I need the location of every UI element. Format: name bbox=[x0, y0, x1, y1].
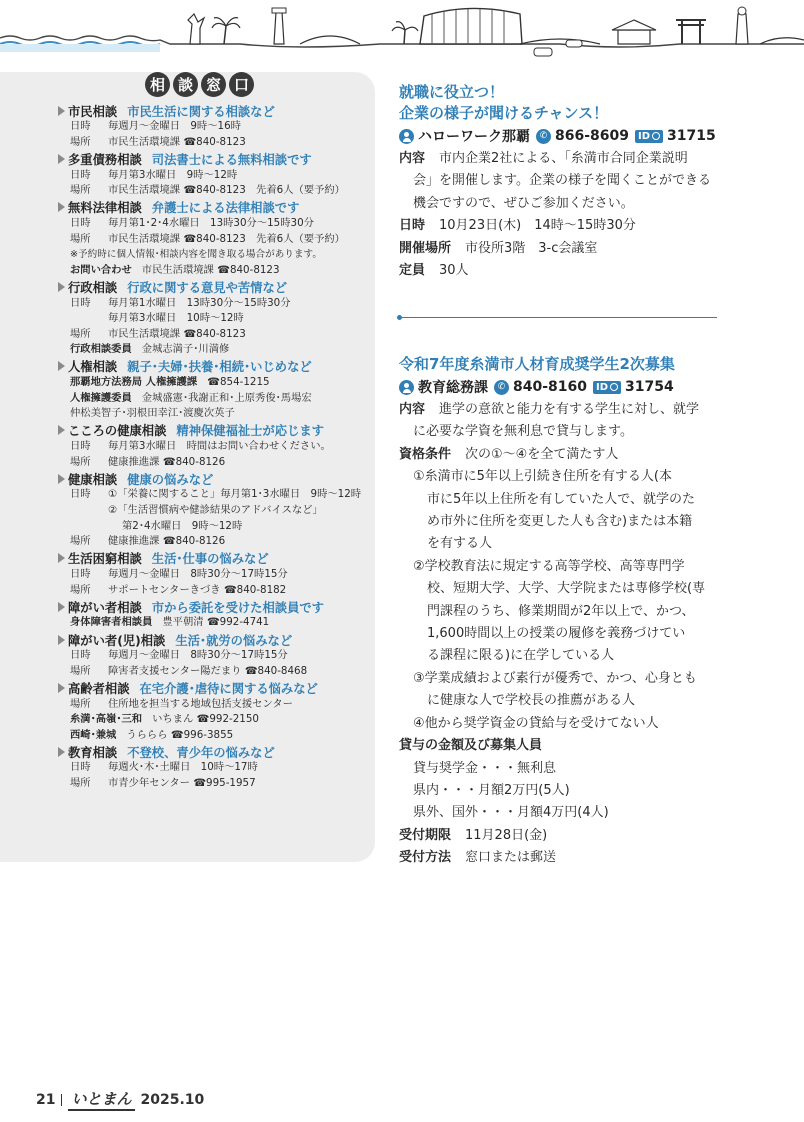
qualification-item-line: 校、短期大学、大学、大学院または専修学校(専 bbox=[427, 581, 706, 597]
info-label: 日時 bbox=[70, 120, 91, 133]
category-description: 在宅介護･虐待に関する悩みなど bbox=[139, 681, 318, 696]
info-label: 場所 bbox=[70, 327, 91, 340]
info-value: 毎週月～金曜日 8時30分～17時15分 bbox=[108, 649, 288, 662]
info-label: 日時 bbox=[70, 296, 91, 309]
info-value: 金城盛憲･我謝正和･上原秀俊･馬場宏 bbox=[141, 391, 312, 404]
loan-line: 県内・・・月額2万円(5人) bbox=[413, 782, 570, 798]
scholarship-phone[interactable]: 840-8160 bbox=[513, 379, 587, 395]
scholarship-title: 令和7年度糸満市人材育成奨学生2次募集 bbox=[399, 355, 675, 373]
info-row bbox=[58, 183, 376, 199]
consultation-title bbox=[145, 72, 254, 97]
info-row bbox=[58, 712, 376, 728]
category-description: 行政に関する意見や苦情など bbox=[127, 280, 288, 295]
arrow-icon bbox=[58, 154, 65, 164]
info-value: 障害者支援センター陽だまり ☎840-8468 bbox=[108, 664, 308, 677]
info-label: 場所 bbox=[70, 455, 91, 468]
category-heading bbox=[58, 679, 376, 696]
header-illustration bbox=[0, 0, 804, 70]
info-continuation: 第2･4水曜日 9時～12時 bbox=[122, 519, 243, 532]
info-value: 市青少年センター ☎995-1957 bbox=[108, 777, 256, 790]
info-row bbox=[58, 455, 376, 471]
info-label: 場所 bbox=[70, 583, 91, 596]
info-row bbox=[58, 119, 376, 135]
category-description: 弁護士による法律相談です bbox=[151, 201, 300, 216]
info-value: 市民生活環境課 ☎840-8123 bbox=[108, 135, 246, 148]
info-value: 市民生活環境課 ☎840-8123 先着6人（要予約） bbox=[108, 184, 345, 197]
category-heading bbox=[58, 102, 376, 119]
info-row bbox=[58, 728, 376, 744]
category-description: 司法書士による無料相談です bbox=[151, 152, 312, 167]
category-description: 親子･夫婦･扶養･相続･いじめなど bbox=[127, 360, 312, 375]
category-heading bbox=[58, 358, 376, 375]
divider-dot bbox=[397, 315, 402, 320]
qualification-item-line: ④他から奨学資金の貸給与を受けてない人 bbox=[413, 715, 659, 731]
arrow-icon bbox=[58, 635, 65, 645]
info-value: うららら ☎996-3855 bbox=[126, 728, 234, 741]
scholarship-office: 教育総務課 bbox=[418, 380, 488, 396]
category-description: 健康の悩みなど bbox=[127, 472, 214, 487]
category-heading bbox=[58, 743, 376, 760]
info-value: ☎854-1215 bbox=[207, 376, 270, 389]
info-label: 日時 bbox=[70, 567, 91, 580]
person-icon bbox=[399, 380, 414, 395]
info-row bbox=[58, 263, 376, 279]
info-row bbox=[58, 615, 376, 631]
info-row bbox=[58, 232, 376, 248]
arrow-icon bbox=[58, 602, 65, 612]
arrow-icon bbox=[58, 683, 65, 693]
consult-category bbox=[58, 150, 376, 198]
phone-icon: ✆ bbox=[494, 380, 509, 395]
arrow-icon bbox=[58, 282, 65, 292]
qualification-item-line: 1,600時間以上の授業の履修を義務づけてい bbox=[427, 626, 686, 642]
qualification-item-line: め市外に住所を変更した人も含む)または本籍 bbox=[427, 514, 693, 530]
arrow-icon bbox=[58, 474, 65, 484]
info-label: 場所 bbox=[70, 777, 91, 790]
job-title-line2: 企業の様子が聞けるチャンス！ bbox=[399, 104, 609, 122]
footer-separator bbox=[61, 1094, 62, 1106]
category-description: 市から委託を受けた相談員です bbox=[151, 600, 324, 615]
info-value: 金城志満子･川満修 bbox=[141, 343, 230, 356]
info-value: 毎週火･木･土曜日 10時～17時 bbox=[108, 761, 258, 774]
job-date: 日時 10月23日(木) 14時～15時30分 bbox=[399, 218, 636, 234]
info-label: 糸満･高嶺･三和 bbox=[70, 713, 143, 726]
info-row bbox=[58, 583, 376, 599]
info-value: 毎月第1･2･4水曜日 13時30分～15時30分 bbox=[108, 216, 314, 229]
category-description: 不登校、青少年の悩みなど bbox=[127, 745, 275, 760]
loan-line: 貸与奨学金・・・無利息 bbox=[413, 760, 557, 776]
consult-category bbox=[58, 358, 376, 422]
info-value: 市民生活環境課 ☎840-8123 bbox=[108, 327, 246, 340]
method: 受付方法 窓口または郵送 bbox=[399, 850, 557, 866]
info-continuation: ②「生活習慣病や健診結果のアドバイスなど」 bbox=[108, 504, 323, 516]
page-footer bbox=[36, 1088, 204, 1111]
info-row bbox=[58, 327, 376, 343]
loan-line: 県外、国外・・・月額4万円(4人) bbox=[413, 805, 609, 821]
info-row bbox=[58, 216, 376, 232]
category-heading bbox=[58, 550, 376, 567]
consult-category bbox=[58, 631, 376, 679]
info-label: お問い合わせ bbox=[70, 263, 132, 276]
loan-heading: 貸与の金額及び募集人員 bbox=[399, 738, 543, 754]
category-name: 障がい者(児)相談 bbox=[68, 633, 166, 648]
person-icon bbox=[399, 129, 414, 144]
info-value: 豊平朝清 ☎992-4741 bbox=[162, 616, 270, 629]
job-contact bbox=[399, 124, 719, 148]
qualification-item-line: に健康な人で学校長の推薦がある人 bbox=[427, 693, 636, 709]
info-label: 行政相談委員 bbox=[70, 343, 132, 356]
info-label: 日時 bbox=[70, 488, 91, 501]
job-title-line1: 就職に役立つ！ bbox=[399, 83, 505, 101]
arrow-icon bbox=[58, 106, 65, 116]
info-row bbox=[58, 439, 376, 455]
info-value: 毎週月～金曜日 9時～16時 bbox=[108, 120, 241, 133]
info-value: ①「栄養に関すること」毎月第1･3水曜日 9時～12時 bbox=[108, 488, 362, 501]
category-heading bbox=[58, 199, 376, 216]
info-label: 場所 bbox=[70, 535, 91, 548]
category-name: こころの健康相談 bbox=[68, 424, 167, 439]
qualification-item-line: を有する人 bbox=[427, 536, 493, 552]
phone-icon: ✆ bbox=[536, 129, 551, 144]
scholarship-contact bbox=[399, 375, 719, 399]
category-name: 人権相談 bbox=[68, 360, 118, 375]
info-label: 日時 bbox=[70, 649, 91, 662]
category-description: 精神保健福祉士が応じます bbox=[176, 424, 324, 439]
consult-category bbox=[58, 278, 376, 358]
category-heading bbox=[58, 278, 376, 295]
arrow-icon bbox=[58, 553, 65, 563]
info-value: 健康推進課 ☎840-8126 bbox=[108, 455, 226, 468]
info-row bbox=[58, 168, 376, 184]
arrow-icon bbox=[58, 747, 65, 757]
category-heading bbox=[58, 470, 376, 487]
info-row bbox=[58, 534, 376, 550]
consult-category bbox=[58, 470, 376, 550]
info-row bbox=[58, 296, 376, 312]
qualification-item-line: ①糸満市に5年以上引続き住所を有する人(本 bbox=[413, 469, 672, 485]
info-label: 場所 bbox=[70, 135, 91, 148]
category-description: 市民生活に関する相談など bbox=[127, 104, 275, 119]
info-row bbox=[58, 342, 376, 358]
info-label: 場所 bbox=[70, 664, 91, 677]
qualification-item-line: 門課程のうち、修業期間が2年以上で、かつ、 bbox=[427, 603, 695, 619]
job-event-section bbox=[399, 82, 719, 282]
magazine-logo: いとまん bbox=[68, 1088, 134, 1111]
magnifier-icon bbox=[610, 383, 618, 391]
deadline: 受付期限 11月28日(金) bbox=[399, 827, 548, 843]
category-name: 生活困窮相談 bbox=[68, 552, 142, 567]
consult-category bbox=[58, 598, 376, 631]
qualification-item-line: 市に5年以上住所を有していた人で、就学のた bbox=[427, 491, 696, 507]
id-search-badge: ID bbox=[593, 381, 621, 394]
info-value: 健康推進課 ☎840-8126 bbox=[108, 535, 226, 548]
job-content: 内容 市内企業2社による、「糸満市合同企業説明 会」を開催します。企業の様子を聞くことができる 機会ですので、ぜひご参加ください。 bbox=[399, 151, 711, 211]
info-row bbox=[58, 664, 376, 680]
info-row bbox=[58, 375, 376, 391]
scholarship-content: 内容 進学の意欲と能力を有する学生に対し、就学 に必要な学資を無利息で貸与します。 bbox=[399, 402, 700, 440]
title-char: 口 bbox=[229, 72, 254, 97]
info-value: 市民生活環境課 ☎840-8123 先着6人（要予約） bbox=[108, 232, 345, 245]
info-row bbox=[58, 567, 376, 583]
info-row bbox=[58, 135, 376, 151]
info-row bbox=[58, 487, 376, 503]
category-name: 市民相談 bbox=[68, 104, 118, 119]
category-note: ※予約時に個人情報･相談内容を聞き取る場合があります。 bbox=[70, 249, 322, 261]
info-row bbox=[58, 760, 376, 776]
info-row bbox=[58, 776, 376, 792]
issue-date: 2025.10 bbox=[140, 1091, 205, 1108]
info-row bbox=[58, 697, 376, 713]
info-value: 毎週月～金曜日 8時30分～17時15分 bbox=[108, 567, 288, 580]
info-value: サポートセンターきづき ☎840-8182 bbox=[108, 583, 287, 596]
category-name: 多重債務相談 bbox=[68, 152, 142, 167]
info-label: 場所 bbox=[70, 697, 91, 710]
info-value: 市民生活環境課 ☎840-8123 bbox=[141, 263, 280, 276]
arrow-icon bbox=[58, 361, 65, 371]
qualification-item-line: る課程に限る)に在学している人 bbox=[427, 648, 615, 664]
consult-category bbox=[58, 102, 376, 150]
scholarship-id: 31754 bbox=[625, 379, 674, 395]
title-char: 窓 bbox=[201, 72, 226, 97]
magnifier-icon bbox=[652, 132, 660, 140]
title-char: 談 bbox=[173, 72, 198, 97]
consult-category bbox=[58, 422, 376, 470]
category-name: 障がい者相談 bbox=[68, 600, 142, 615]
info-value: いちまん ☎992-2150 bbox=[152, 713, 259, 726]
info-value: 毎月第3水曜日 時間はお問い合わせください。 bbox=[108, 440, 331, 453]
info-label: 人権擁護委員 bbox=[70, 391, 132, 404]
consult-category bbox=[58, 743, 376, 791]
category-heading bbox=[58, 598, 376, 615]
category-name: 高齢者相談 bbox=[68, 681, 130, 696]
category-heading bbox=[58, 631, 376, 648]
qualification: 資格条件 次の①～④を全て満たす人 bbox=[399, 446, 619, 462]
arrow-icon bbox=[58, 425, 65, 435]
consultation-list bbox=[58, 102, 376, 792]
title-char: 相 bbox=[145, 72, 170, 97]
info-row bbox=[58, 311, 376, 327]
info-value: 毎月第3水曜日 9時～12時 bbox=[108, 168, 238, 181]
section-divider bbox=[399, 317, 717, 318]
info-row bbox=[58, 648, 376, 664]
info-row bbox=[58, 391, 376, 407]
info-value: 毎月第1水曜日 13時30分～15時30分 bbox=[108, 296, 291, 309]
category-name: 行政相談 bbox=[68, 280, 118, 295]
info-value: 毎月第3水曜日 10時～12時 bbox=[108, 312, 244, 325]
info-label: 日時 bbox=[70, 216, 91, 229]
job-id: 31715 bbox=[667, 128, 716, 144]
qualification-items bbox=[399, 466, 719, 735]
id-search-badge: ID bbox=[635, 130, 663, 143]
category-description: 生活･就労の悩みなど bbox=[175, 633, 293, 648]
info-label: 場所 bbox=[70, 232, 91, 245]
arrow-icon bbox=[58, 202, 65, 212]
consult-category bbox=[58, 679, 376, 743]
info-label bbox=[70, 311, 108, 327]
category-name: 教育相談 bbox=[68, 745, 118, 760]
info-label: 那覇地方法務局 人権擁護課 bbox=[70, 376, 198, 389]
info-label: 日時 bbox=[70, 761, 91, 774]
consult-category bbox=[58, 199, 376, 279]
category-name: 無料法律相談 bbox=[68, 201, 142, 216]
qualification-item-line: ③学業成績および素行が優秀で、かつ、心身とも bbox=[413, 670, 697, 686]
info-label: 身体障害者相談員 bbox=[70, 616, 153, 629]
consult-category bbox=[58, 550, 376, 598]
info-value: 住所地を担当する地域包括支援センター bbox=[108, 697, 293, 710]
job-place: 開催場所 市役所3階 3-c会議室 bbox=[399, 240, 598, 256]
job-office: ハローワーク那覇 bbox=[418, 129, 530, 145]
page-number: 21 bbox=[36, 1091, 56, 1108]
info-label: 場所 bbox=[70, 184, 91, 197]
category-name: 健康相談 bbox=[68, 472, 118, 487]
category-description: 生活･仕事の悩みなど bbox=[151, 552, 269, 567]
qualification-item-line: ②学校教育法に規定する高等学校、高等専門学 bbox=[413, 558, 685, 574]
info-label: 日時 bbox=[70, 440, 91, 453]
category-heading bbox=[58, 150, 376, 167]
scholarship-section bbox=[399, 354, 719, 870]
job-phone[interactable]: 866-8609 bbox=[555, 128, 629, 144]
info-continuation: 仲松美智子･羽根田幸江･渡慶次英子 bbox=[70, 407, 235, 420]
info-label: 日時 bbox=[70, 168, 91, 181]
info-label: 西崎･兼城 bbox=[70, 728, 117, 741]
category-heading bbox=[58, 422, 376, 439]
job-capacity: 定員 30人 bbox=[399, 263, 469, 279]
